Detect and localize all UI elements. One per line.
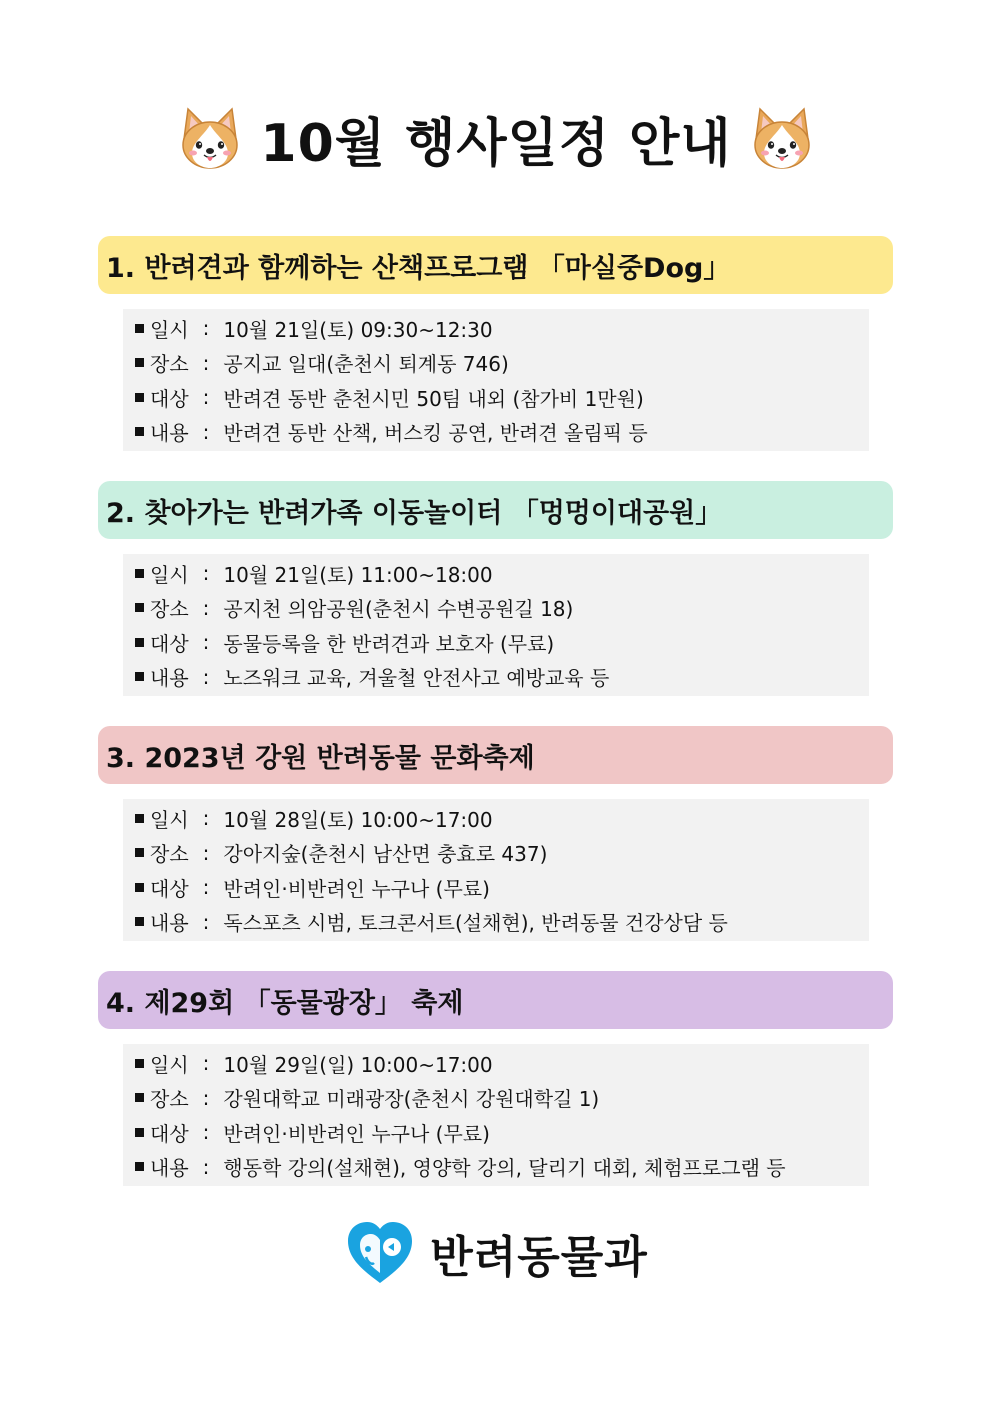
event-section-1 — [98, 236, 893, 451]
footer — [0, 1218, 992, 1288]
detail-label: 내용 — [150, 421, 189, 446]
detail-label: 대상 — [150, 631, 189, 656]
bullet-icon — [135, 1162, 144, 1171]
event-section-3 — [98, 726, 893, 941]
detail-label: 장소 — [150, 1087, 189, 1112]
detail-value: 공지천 의암공원(춘천시 수변공원길 18) — [223, 597, 574, 622]
event-heading: 3. 2023년 강원 반려동물 문화축제 — [98, 726, 893, 784]
detail-value: 반려인·비반려인 누구나 (무료) — [223, 876, 490, 901]
separator: : — [202, 561, 210, 586]
detail-row-target — [123, 870, 869, 905]
bullet-icon — [135, 638, 144, 647]
detail-row-place — [123, 346, 869, 381]
event-details — [123, 554, 869, 696]
detail-row-content — [123, 660, 869, 695]
detail-label: 내용 — [150, 1156, 189, 1181]
detail-value: 강아지숲(춘천시 남산면 충효로 437) — [223, 842, 548, 867]
bullet-icon — [135, 1093, 144, 1102]
bullet-icon — [135, 848, 144, 857]
bullet-icon — [135, 1059, 144, 1068]
bullet-icon — [135, 393, 144, 402]
detail-value: 공지교 일대(춘천시 퇴계동 746) — [223, 352, 509, 377]
detail-label: 대상 — [150, 386, 189, 411]
separator: : — [202, 350, 210, 375]
detail-row-date — [123, 1046, 869, 1081]
detail-value: 강원대학교 미래광장(춘천시 강원대학길 1) — [223, 1087, 600, 1112]
event-heading: 2. 찾아가는 반려가족 이동놀이터 「멍멍이대공원」 — [98, 481, 893, 539]
separator: : — [202, 595, 210, 620]
bullet-icon — [135, 814, 144, 823]
event-section-2 — [98, 481, 893, 696]
title-row — [0, 96, 992, 180]
detail-value: 동물등록을 한 반려견과 보호자 (무료) — [223, 631, 555, 656]
detail-value: 반려인·비반려인 누구나 (무료) — [223, 1121, 490, 1146]
separator: : — [202, 840, 210, 865]
separator: : — [202, 385, 210, 410]
detail-row-date — [123, 801, 869, 836]
detail-row-content — [123, 905, 869, 940]
detail-value: 10월 29일(일) 10:00~17:00 — [223, 1052, 493, 1077]
bullet-icon — [135, 1128, 144, 1137]
separator: : — [202, 1051, 210, 1076]
detail-row-content — [123, 415, 869, 450]
separator: : — [202, 1085, 210, 1110]
department-name: 반려동물과 — [430, 1232, 648, 1283]
bullet-icon — [135, 569, 144, 578]
detail-value: 반려견 동반 산책, 버스킹 공연, 반려견 올림픽 등 — [223, 421, 648, 446]
detail-row-date — [123, 556, 869, 591]
event-section-4 — [98, 971, 893, 1186]
event-heading: 4. 제29회 「동물광장」 축제 — [98, 971, 893, 1029]
detail-label: 대상 — [150, 876, 189, 901]
corgi-face-icon — [178, 105, 242, 171]
pet-department-logo-icon — [344, 1219, 416, 1287]
detail-label: 내용 — [150, 911, 189, 936]
detail-row-place — [123, 1081, 869, 1116]
detail-label: 일시 — [150, 562, 189, 587]
detail-label: 장소 — [150, 842, 189, 867]
detail-label: 일시 — [150, 317, 189, 342]
detail-value: 노즈워크 교육, 겨울철 안전사고 예방교육 등 — [223, 666, 610, 691]
page-title: 10월 행사일정 안내 — [260, 113, 732, 174]
bullet-icon — [135, 358, 144, 367]
event-heading: 1. 반려견과 함께하는 산책프로그램 「마실중Dog」 — [98, 236, 893, 294]
detail-label: 장소 — [150, 352, 189, 377]
detail-label: 일시 — [150, 1052, 189, 1077]
detail-value: 독스포츠 시범, 토크콘서트(설채현), 반려동물 건강상담 등 — [223, 911, 728, 936]
separator: : — [202, 316, 210, 341]
detail-label: 대상 — [150, 1121, 189, 1146]
detail-row-date — [123, 311, 869, 346]
detail-row-target — [123, 625, 869, 660]
separator: : — [202, 909, 210, 934]
separator: : — [202, 1154, 210, 1179]
bullet-icon — [135, 883, 144, 892]
event-details — [123, 309, 869, 451]
detail-value: 반려견 동반 춘천시민 50팀 내외 (참가비 1만원) — [223, 386, 644, 411]
detail-value: 10월 28일(토) 10:00~17:00 — [223, 807, 493, 832]
event-details — [123, 1044, 869, 1186]
detail-label: 내용 — [150, 666, 189, 691]
separator: : — [202, 419, 210, 444]
detail-label: 장소 — [150, 597, 189, 622]
detail-value: 10월 21일(토) 11:00~18:00 — [223, 562, 493, 587]
detail-row-place — [123, 591, 869, 626]
separator: : — [202, 630, 210, 655]
bullet-icon — [135, 917, 144, 926]
detail-label: 일시 — [150, 807, 189, 832]
detail-value: 행동학 강의(설채현), 영양학 강의, 달리기 대회, 체험프로그램 등 — [223, 1156, 786, 1181]
separator: : — [202, 1120, 210, 1145]
corgi-face-icon — [750, 105, 814, 171]
detail-value: 10월 21일(토) 09:30~12:30 — [223, 317, 493, 342]
bullet-icon — [135, 324, 144, 333]
detail-row-place — [123, 836, 869, 871]
separator: : — [202, 875, 210, 900]
detail-row-content — [123, 1150, 869, 1185]
separator: : — [202, 806, 210, 831]
event-details — [123, 799, 869, 941]
bullet-icon — [135, 672, 144, 681]
bullet-icon — [135, 427, 144, 436]
separator: : — [202, 664, 210, 689]
bullet-icon — [135, 603, 144, 612]
detail-row-target — [123, 380, 869, 415]
detail-row-target — [123, 1115, 869, 1150]
